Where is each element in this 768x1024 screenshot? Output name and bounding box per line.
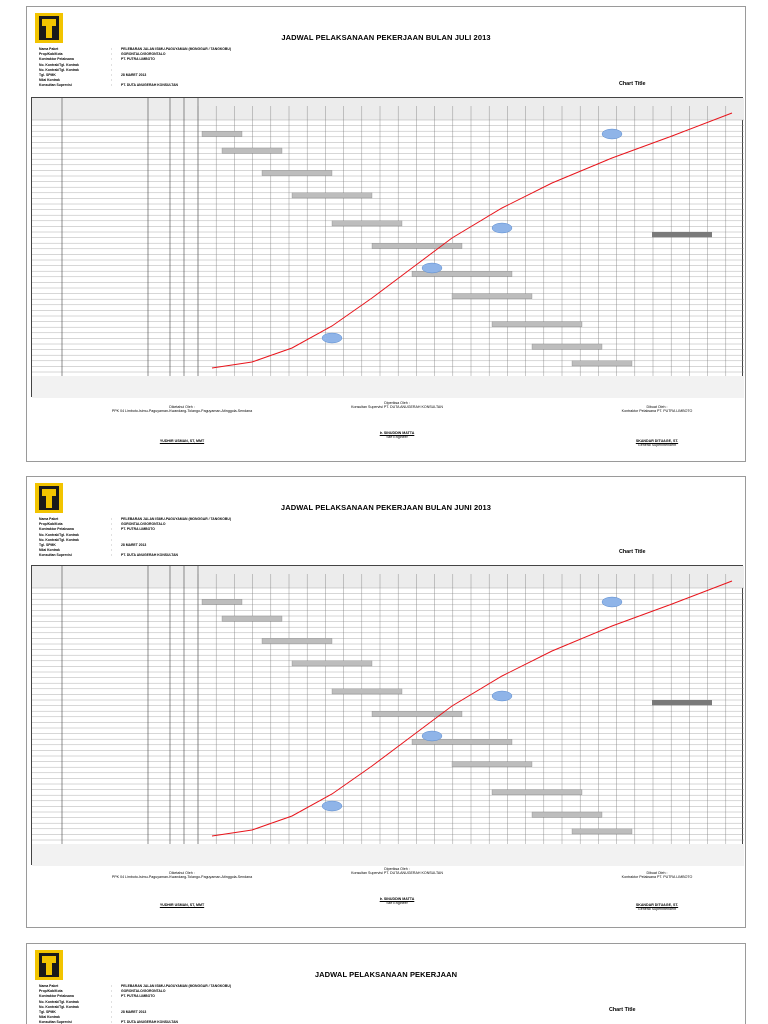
sheet-title: JADWAL PELAKSANAAN PEKERJAAN BULAN JUNI 2013 [280,503,492,512]
project-info: Nama Paket : PELEBARAN JALAN ISIMU-PAGUYAMAN (MONGGAR / TANGKOBU) Prop/Kab/Kota : GORONTALO/GORONTALO Kontraktor Pelaksana : PT. PUTRA LIMBOTO No. Kontrak/Tgl. Kontrak : No. Kontrak/Tgl. Kontrak : Tgl. SPMK : 28 MARET 2013 Nilai Kontrak : Konsultan Supervisi : PT. DUTA ANUGERAH KONSULTAN [39,47,231,88]
header-band [32,566,744,588]
signature-ppk: Diketahui Oleh : PPK 04 Limboto-Isimu-Paguyaman-Kwandang-Tolango-Paguyaman-Atinggola-Sendana YUDHIR USMAN, ST, MMT [111,405,253,443]
progress-badge [422,263,442,273]
footer-band [32,844,744,866]
progress-badge [492,223,512,233]
progress-badge [422,731,442,741]
project-info: Nama Paket : PELEBARAN JALAN ISIMU-PAGUYAMAN (MONGGAR / TANGKOBU) Prop/Kab/Kota : GORONTALO/GORONTALO Kontraktor Pelaksana : PT. PUTRA LIMBOTO No. Kontrak/Tgl. Kontrak : No. Kontrak/Tgl. Kontrak : Tgl. SPMK : 28 MARET 2013 Nilai Kontrak : Konsultan Supervisi : PT. DUTA ANUGERAH KONSULTAN [39,984,231,1024]
schedule-bar [332,689,402,694]
chart-title: Chart Title [619,81,646,87]
schedule-bar [222,148,282,153]
schedule-bar [492,322,582,327]
table-grid-lines [32,98,744,398]
schedule-bar [202,599,242,604]
schedule-bar [452,762,532,767]
progress-badge [322,333,342,343]
schedule-bar [372,243,462,248]
schedule-sheet-july [26,6,746,462]
schedule-bar [292,661,372,666]
progress-badge [602,129,622,139]
schedule-bar [332,221,402,226]
header-band [32,98,744,120]
progress-badge [492,691,512,701]
progress-badge [602,597,622,607]
schedule-bar [652,232,712,237]
chart-title: Chart Title [609,1007,636,1013]
schedule-bar [572,829,632,834]
schedule-bar [492,790,582,795]
schedule-bar [532,812,602,817]
table-grid-lines [32,566,744,866]
signature-kontraktor: Dibuat Oleh : Kontraktor Pelaksana PT. PUTRA LIMBOTO SKANDAR DITUAGE, ST. General Superintendent [621,871,693,911]
schedule-bar [532,344,602,349]
schedule-sheet-partial [26,943,746,1024]
schedule-bar [222,616,282,621]
sheet-title: JADWAL PELAKSANAAN PEKERJAAN BULAN JULI 2013 [281,33,491,42]
progress-curve [212,581,732,836]
schedule-sheet-june [26,476,746,928]
grid-group [32,566,744,866]
schedule-table [31,97,743,397]
footer-band [32,376,744,398]
chart-title: Chart Title [619,549,646,555]
schedule-bar [262,170,332,175]
progress-badge [322,801,342,811]
signature-ppk: Diketahui Oleh : PPK 04 Limboto-Isimu-Paguyaman-Kwandang-Tolango-Paguyaman-Atinggola-Sendana YUDHIR USMAN, ST, MMT [111,871,253,907]
schedule-table [31,565,743,865]
signature-konsultan: Diperiksa Oleh : Konsultan Supervisi PT. DUTA ANUGERAH KONSULTAN Ir. SINUDDIN MATTA Site Engineer [351,867,443,905]
sheet-title: JADWAL PELAKSANAAN PEKERJAAN [314,970,458,979]
signature-konsultan: Diperiksa Oleh : Konsultan Supervisi PT. DUTA ANUGERAH KONSULTAN Ir. SINUDDIN MATTA Site Engineer [351,401,443,439]
progress-curve [212,113,732,368]
grid-group [32,98,744,398]
signature-kontraktor: Dibuat Oleh : Kontraktor Pelaksana PT. PUTRA LIMBOTO SKANDAR DITUAGE, ST. General Superintendent [621,405,693,447]
schedule-bar [202,131,242,136]
schedule-bar [262,638,332,643]
schedule-bar [452,294,532,299]
schedule-bar [572,361,632,366]
schedule-bar [652,700,712,705]
project-info: Nama Paket : PELEBARAN JALAN ISIMU-PAGUYAMAN (MONGGAR / TANGKOBU) Prop/Kab/Kota : GORONTALO/GORONTALO Kontraktor Pelaksana : PT. PUTRA LIMBOTO No. Kontrak/Tgl. Kontrak : No. Kontrak/Tgl. Kontrak : Tgl. SPMK : 28 MARET 2013 Nilai Kontrak : Konsultan Supervisi : PT. DUTA ANUGERAH KONSULTAN [39,517,231,558]
schedule-bar [372,711,462,716]
schedule-bar [292,193,372,198]
